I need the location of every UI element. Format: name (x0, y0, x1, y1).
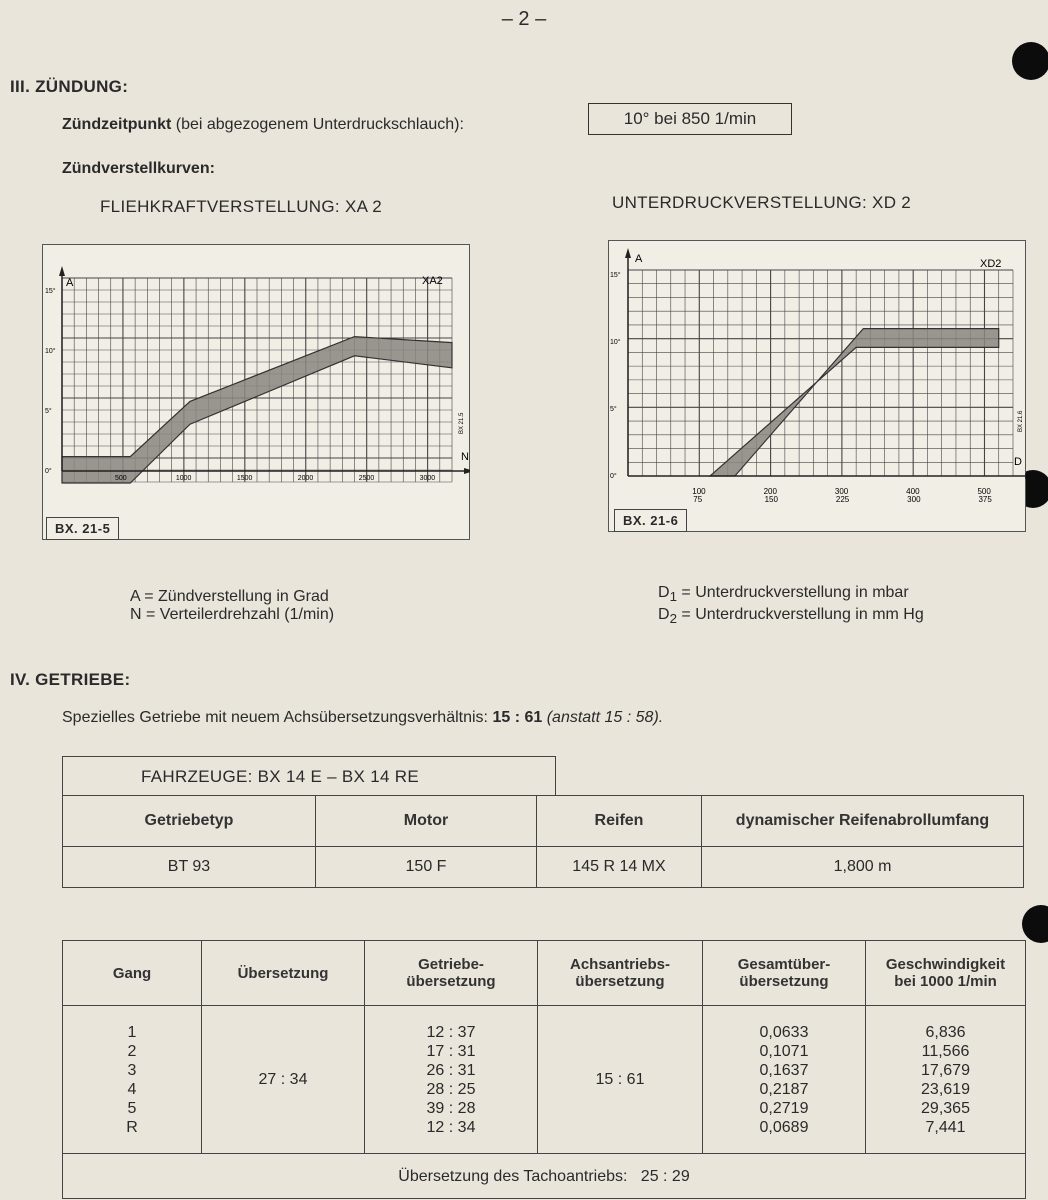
tacho-value: 25 : 29 (640, 1167, 690, 1185)
legend-left-n: N = Verteilerdrehzahl (1/min) (130, 606, 335, 623)
x-tick-label: 225 (835, 495, 850, 504)
achsantrieb-cell: 15 : 61 (538, 1006, 703, 1154)
getriebe-cell: 12 : 37 17 : 31 26 : 31 28 : 25 39 : 28 12 : 34 (365, 1006, 538, 1154)
vehicles-title: FAHRZEUGE: BX 14 E – BX 14 RE (62, 756, 556, 796)
tacho-row (63, 1154, 1026, 1199)
col-achsantrieb: Achsantriebs- übersetzung (538, 941, 703, 1006)
x-tick-label: 300 (907, 495, 921, 504)
y-tick-label: 10° (45, 348, 56, 355)
axle-ratio: 15 : 61 (492, 709, 543, 726)
col-uebersetzung: Übersetzung (202, 941, 365, 1006)
chart-right-band (710, 329, 999, 476)
x-tick-label: 200 (763, 487, 777, 496)
col-gesamtuebersetzung: Gesamtüber- übersetzung (703, 941, 866, 1006)
chart-left (42, 244, 470, 540)
y-tick-label: 0° (610, 473, 617, 480)
chart-right-grid (628, 270, 1013, 476)
col-reifenabrollumfang: dynamischer Reifenabrollumfang (702, 796, 1024, 847)
x-tick-label: 500 (114, 475, 127, 482)
punch-hole-top (1012, 42, 1048, 80)
x-tick-label: 150 (764, 495, 778, 504)
gesamt-cell: 0,0633 0,1071 0,1637 0,2187 0,2719 0,0689 (703, 1006, 866, 1154)
chart-right-y-arrow (625, 248, 631, 258)
gear-table-header (63, 941, 1026, 1006)
x-tick-label: 400 (906, 487, 920, 496)
col-reifen: Reifen (537, 796, 702, 847)
table-row: BT 93 150 F 145 R 14 MX 1,800 m (63, 847, 1024, 888)
x-tick-label: 1000 (175, 475, 192, 482)
figure-id-left: BX. 21-5 (46, 517, 119, 540)
section-3-title: III. ZÜNDUNG: (10, 77, 129, 96)
chart-left-y-label: A (66, 277, 74, 289)
timing-value-box: 10° bei 850 1/min (588, 103, 792, 135)
gear-table (62, 940, 1026, 1199)
chart-left-side-code: BX 21.5 (459, 412, 465, 434)
figure-id-right: BX. 21-6 (614, 509, 687, 532)
speed-cell: 6,836 11,566 17,679 23,619 29,365 7,441 (866, 1006, 1026, 1154)
col-geschwindigkeit: Geschwindigkeit bei 1000 1/min (866, 941, 1026, 1006)
legend-right-d1: $D_1$ = Unterdruckverstellung in mbar (658, 584, 909, 605)
y-tick-label: 15° (610, 272, 621, 279)
chart-left-y-arrow (59, 266, 65, 276)
gearbox-intro: Spezielles Getriebe mit neuem Achsübersetzungsverhältnis: 15 : 61 (anstatt 15 : 58). (62, 709, 664, 726)
x-tick-label: 500 (977, 487, 991, 496)
col-getriebetyp: Getriebetyp (63, 796, 316, 847)
chart-right-x-label: D (1014, 456, 1022, 468)
chart-left-curve-label: XA2 (422, 275, 443, 287)
chart-left-x-label: N (461, 451, 469, 463)
y-tick-label: 5° (610, 406, 617, 413)
x-tick-label: 3000 (419, 475, 436, 482)
chart-left-heading: FLIEHKRAFTVERSTELLUNG: XA 2 (100, 197, 383, 216)
legend-left (130, 588, 334, 624)
y-tick-label: 0° (45, 468, 52, 475)
chart-right-y-label: A (635, 253, 643, 265)
y-tick-label: 5° (45, 408, 52, 415)
curves-label: Zündverstellkurven: (62, 160, 215, 177)
col-motor: Motor (316, 796, 537, 847)
chart-right-x-arrow (1025, 473, 1026, 479)
gears-cell: 1 2 3 4 5 R (63, 1006, 202, 1154)
timing-note: (bei abgezogenem Unterdruckschlauch): (171, 116, 464, 133)
legend-right-d2: $D_2$ = Unterdruckverstellung in mm Hg (658, 606, 924, 627)
y-tick-label: 15° (45, 288, 56, 295)
table-row (63, 1006, 1026, 1154)
chart-right-curve-label: XD2 (980, 258, 1002, 270)
axle-ratio-note: (anstatt 15 : 58). (542, 709, 664, 726)
chart-right-heading: UNTERDRUCKVERSTELLUNG: XD 2 (612, 193, 912, 212)
col-getriebeuebersetzung: Getriebe- übersetzung (365, 941, 538, 1006)
x-tick-label: 300 (834, 487, 849, 496)
x-tick-label: 75 (693, 495, 703, 504)
timing-label: Zündzeitpunkt (62, 116, 172, 133)
section-4-title: IV. GETRIEBE: (10, 670, 131, 689)
legend-right (658, 584, 924, 628)
vehicle-table-header (63, 796, 1024, 847)
tacho-cell (63, 1154, 1026, 1199)
chart-left-x-arrow (464, 468, 470, 474)
x-tick-label: 2500 (358, 475, 375, 482)
punch-hole-bottom (1022, 905, 1048, 943)
uebersetzung-cell: 27 : 34 (202, 1006, 365, 1154)
x-tick-label: 2000 (297, 475, 314, 482)
y-tick-label: 10° (610, 339, 621, 346)
x-tick-label: 100 (692, 487, 706, 496)
chart-right-side-code: BX 21.6 (1018, 410, 1024, 432)
x-tick-label: 375 (978, 495, 992, 504)
legend-left-a: A = Zündverstellung in Grad (130, 588, 329, 605)
page-number: – 2 – (501, 8, 547, 30)
tacho-label: Übersetzung des Tachoantriebs: (398, 1167, 628, 1185)
vehicle-table (62, 795, 1024, 888)
x-tick-label: 1500 (236, 475, 253, 482)
chart-right (608, 240, 1026, 532)
col-gang: Gang (63, 941, 202, 1006)
timing-line (62, 116, 464, 134)
